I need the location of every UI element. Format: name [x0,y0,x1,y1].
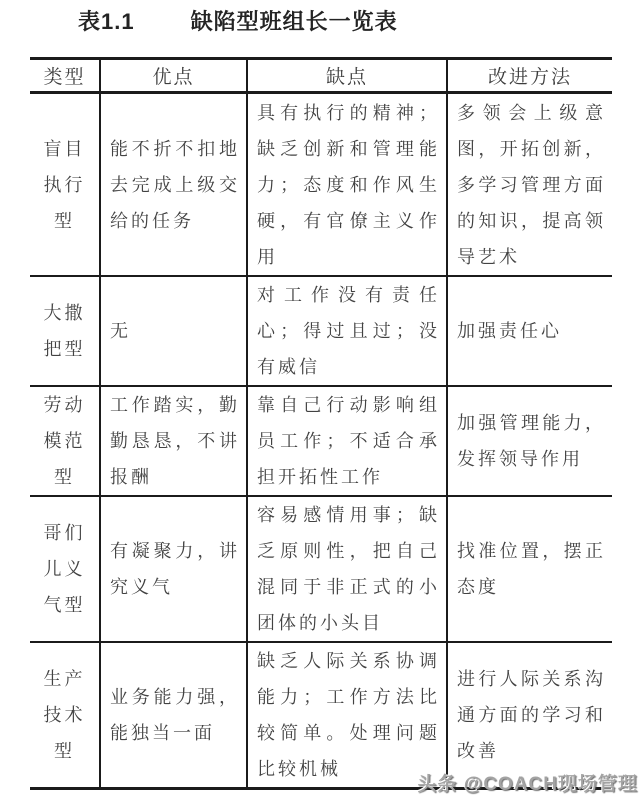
table-header-row [30,59,612,93]
cell-type: 哥们儿义气型 [30,496,100,642]
table-row-buddy-loyalty [30,496,612,642]
cell-pros: 业务能力强，能独当一面 [100,642,247,789]
header-cell-cons: 缺点 [247,59,447,93]
page [0,9,640,802]
cell-type: 大撒把型 [30,276,100,386]
cell-cons: 对工作没有责任心；得过且过；没有威信 [247,276,447,386]
cell-cons: 缺乏人际关系协调能力；工作方法比较简单。处理问题比较机械 [247,642,447,789]
header-cell-improve: 改进方法 [447,59,612,93]
cell-cons: 容易感情用事；缺乏原则性，把自己混同于非正式的小团体的小头目 [247,496,447,642]
cell-pros: 工作踏实，勤勤恳恳，不讲报酬 [100,386,247,496]
table-caption-number: 表1.1 [78,9,135,34]
table-caption [78,9,640,35]
cell-type: 生产技术型 [43,669,86,761]
cell-type: 劳动模范型 [30,386,100,496]
table-caption-title: 缺陷型班组长一览表 [190,9,398,34]
cell-cons: 靠自己行动影响组员工作；不适合承担开拓性工作 [247,386,447,496]
table-row-production-technical [30,642,612,789]
header-cell-type: 类型 [30,59,100,93]
table-row-hands-off [30,276,612,386]
table-row-model-worker [30,386,612,496]
cell-improve: 进行人际关系沟通方面的学习和改善 [447,642,612,789]
cell-pros: 有凝聚力，讲究义气 [100,496,247,642]
cell-improve: 加强责任心 [447,276,612,386]
cell-improve: 多领会上级意图，开拓创新，多学习管理方面的知识，提高领导艺术 [447,93,612,277]
defect-leader-table [30,57,612,790]
cell-cons: 具有执行的精神；缺乏创新和管理能力；态度和作风生硬，有官僚主义作用 [247,93,447,277]
watermark: 头条 @COACH现场管理 [417,774,638,795]
cell-improve: 加强管理能力，发挥领导作用 [447,386,612,496]
cell-pros: 无 [100,276,247,386]
cell-type: 盲目执行型 [30,93,100,277]
table-row-blind-executor [30,93,612,277]
header-cell-pros: 优点 [100,59,247,93]
cell-pros: 能不折不扣地去完成上级交给的任务 [100,93,247,277]
cell-improve: 找准位置，摆正态度 [447,496,612,642]
